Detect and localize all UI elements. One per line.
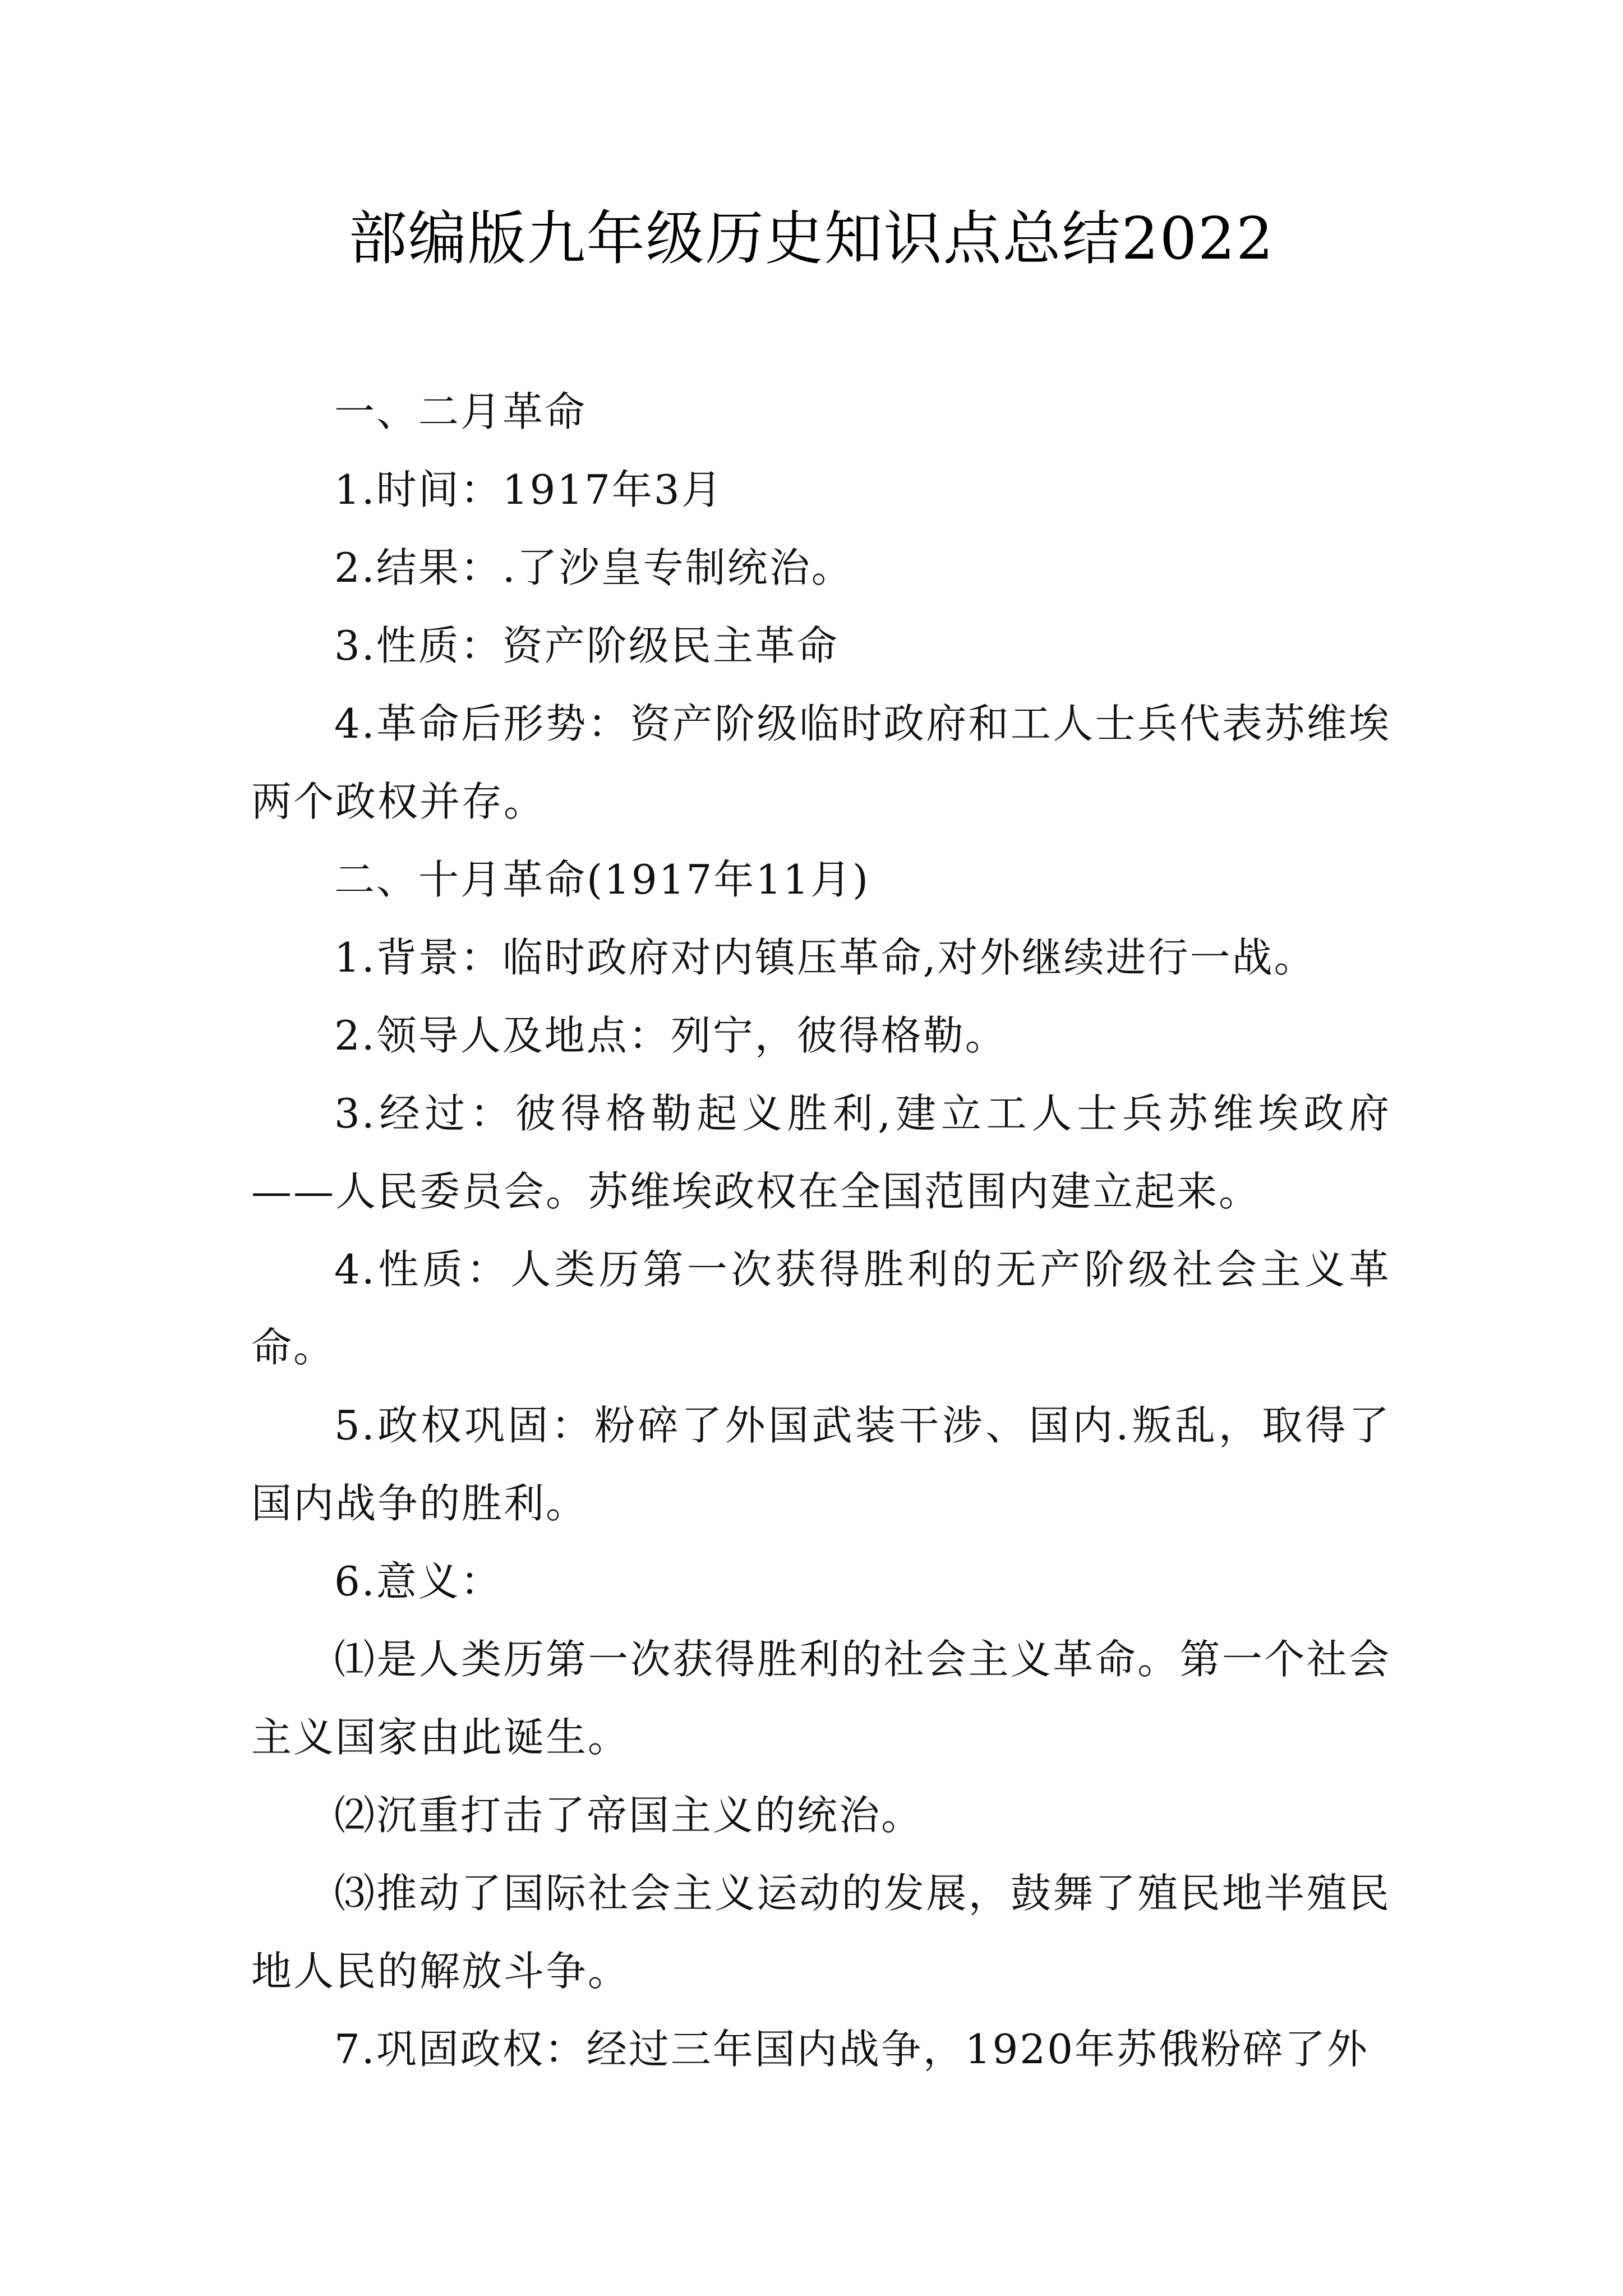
- paragraph: 4.革命后形势：资产阶级临时政府和工人士兵代表苏维埃两个政权并存。: [251, 700, 1391, 825]
- paragraph: ⑴是人类历第一次获得胜利的社会主义革命。第一个社会主义国家由此诞生。: [251, 1636, 1391, 1761]
- paragraph: 6.意义：: [334, 1558, 502, 1605]
- document-title: 部编版九年级历史知识点总结2022: [348, 204, 1275, 273]
- paragraph: ⑵沉重打击了帝国主义的统治。: [334, 1792, 924, 1839]
- paragraph: 1.背景：临时政府对内镇压革命,对外继续进行一战。: [334, 934, 1316, 981]
- section-heading-february-revolution: 一、二月革命: [334, 388, 587, 435]
- paragraph: ⑶推动了国际社会主义运动的发展，鼓舞了殖民地半殖民地人民的解放斗争。: [251, 1870, 1391, 1995]
- paragraph: 1.时间：1917年3月: [334, 466, 723, 513]
- paragraph: 3.性质：资产阶级民主革命: [334, 622, 839, 669]
- paragraph: 4.性质：人类历第一次获得胜利的无产阶级社会主义革命。: [251, 1246, 1391, 1371]
- document-body: [251, 373, 1391, 2088]
- paragraph: 2.领导人及地点：列宁，彼得格勒。: [334, 1012, 1007, 1059]
- paragraph: 7.巩固政权：经过三年国内战争，1920年苏俄粉碎了外: [334, 2026, 1369, 2073]
- section-heading-october-revolution: 二、十月革命(1917年11月): [334, 856, 870, 903]
- paragraph: 5.政权巩固：粉碎了外国武装干涉、国内.叛乱，取得了国内战争的胜利。: [251, 1402, 1391, 1527]
- paragraph: 3.经过：彼得格勒起义胜利,建立工人士兵苏维埃政府——人民委员会。苏维埃政权在全国范围内建立起来。: [251, 1090, 1391, 1215]
- paragraph: 2.结果：.了沙皇专制统治。: [334, 544, 854, 591]
